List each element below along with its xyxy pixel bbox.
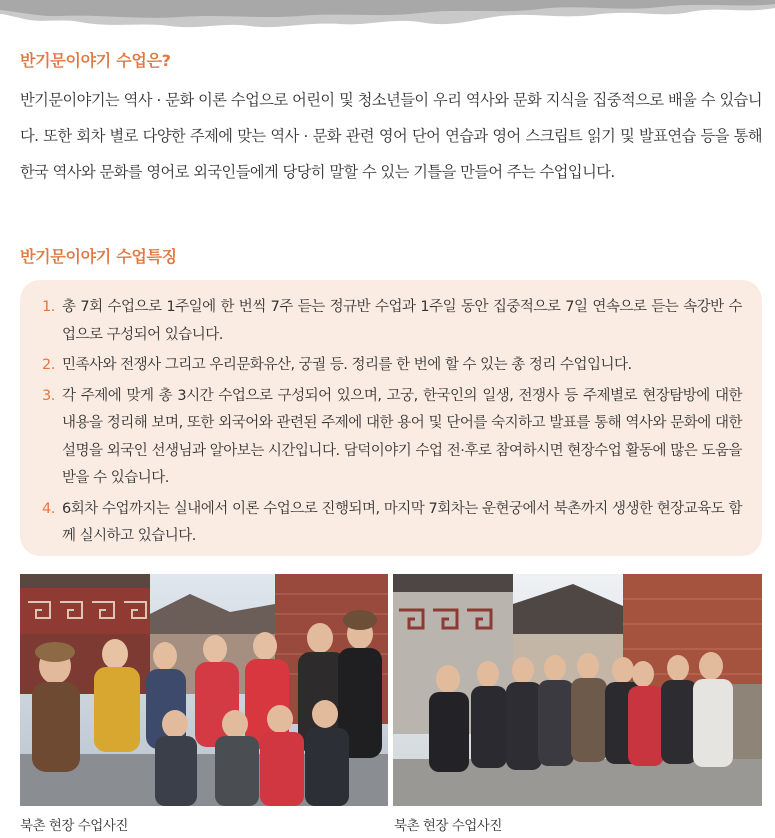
features-list [42, 294, 742, 551]
bukchon-class-photo [393, 574, 762, 806]
feature-item [42, 496, 742, 551]
feature-text: 각 주제에 맞게 총 3시간 수업으로 구성되어 있으며, 고궁, 한국인의 일생, 전쟁사 등 주제별로 현장탐방에 대한 내용을 정리해 보며, 또한 외국어와 관련된 주제에 대한 용어 및 단어를 숙지하고 발표를 통해 역사와 문화에 대한 설명을 외국인 선생님과 알아보는 시간입니다. 담덕이야기 수업 전·후로 참여하시면 현장수업 활동에 많은 도움을 받을 수 있습니다. [62, 387, 742, 486]
intro-paragraph: 반기문이야기는 역사 · 문화 이론 수업으로 어린이 및 청소년들이 우리 역사와 문화 지식을 집중적으로 배울 수 있습니다. 또한 회차 별로 다양한 주제에 맞는 역사 · 문화 관련 영어 단어 연습과 영어 스크립트 읽기 및 발표연습 등을 통해 한국 역사와 문화를 영어로 외국인들에게 당당히 말할 수 있는 기틀을 만들어 주는 수업입니다. [20, 91, 762, 181]
feature-number: 2. [42, 357, 55, 373]
feature-number: 3. [42, 387, 55, 404]
intro-section-title: 반기문이야기 수업은? [20, 51, 171, 70]
features-box [20, 280, 762, 556]
features-section-title: 반기문이야기 수업특징 [20, 247, 177, 266]
feature-item [42, 383, 742, 493]
bukchon-class-photo [20, 574, 388, 806]
feature-text: 민족사와 전쟁사 그리고 우리문화유산, 궁궐 등. 정리를 한 번에 할 수 있는 총 정리 수업입니다. [62, 357, 632, 373]
photo-caption: 북촌 현장 수업사진 [20, 818, 128, 834]
feature-number: 1. [42, 299, 55, 315]
feature-item [42, 294, 742, 349]
feature-text: 6회차 수업까지는 실내에서 이론 수업으로 진행되며, 마지막 7회차는 운현궁에서 북촌까지 생생한 현장교육도 함께 실시하고 있습니다. [62, 500, 742, 544]
photo-caption: 북촌 현장 수업사진 [394, 818, 502, 834]
feature-item [42, 352, 742, 380]
feature-number: 4. [42, 500, 55, 517]
brush-stroke-decoration [0, 0, 775, 40]
feature-text: 총 7회 수업으로 1주일에 한 번씩 7주 듣는 정규반 수업과 1주일 동안 집중적으로 7일 연속으로 듣는 속강반 수업으로 구성되어 있습니다. [62, 299, 742, 343]
